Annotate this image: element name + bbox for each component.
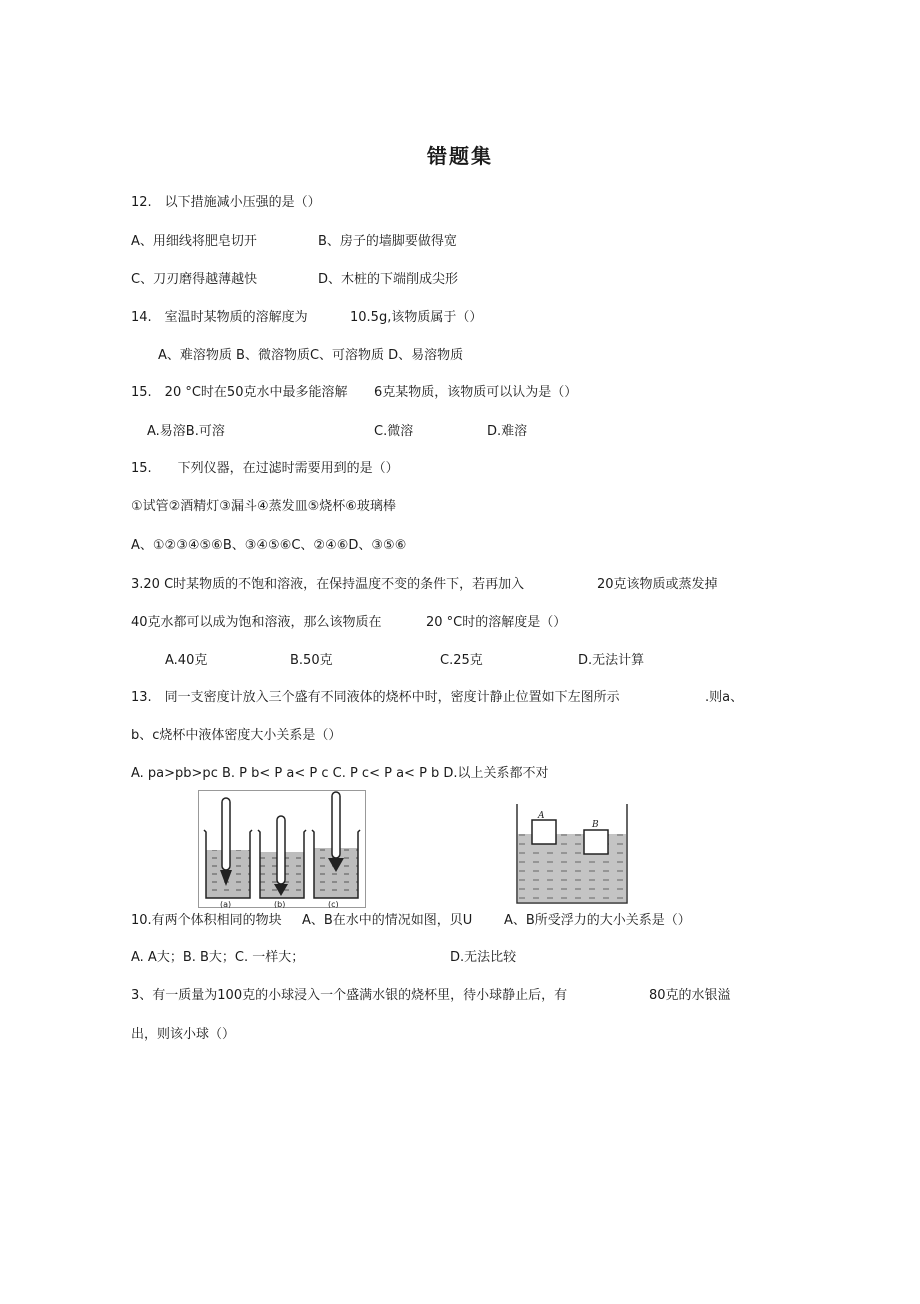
question-15b: 15. 下列仪器，在过滤时需要用到的是（）	[131, 461, 399, 476]
q12-option-b: B、房子的墙脚要做得宽	[318, 234, 457, 249]
q14-options: A、难溶物质 B、微溶物质C、可溶物质 D、易溶物质	[158, 348, 464, 363]
q12-option-c: C、刀刃磨得越薄越快	[131, 272, 258, 287]
question-15-part1: 15. 20 °C时在50克水中最多能溶解	[131, 385, 348, 400]
question-10-part2: A、B在水中的情况如图，贝U	[302, 913, 473, 928]
question-3b-part1: 3、有一质量为100克的小球浸入一个盛满水银的烧杯里，待小球静止后，有	[131, 988, 568, 1003]
question-3-part1: 3.20 C时某物质的不饱和溶液，在保持温度不变的条件下，若再加入	[131, 577, 525, 592]
question-13-part3: b、c烧杯中液体密度大小关系是（）	[131, 728, 342, 743]
question-13-part2: .则a、	[705, 690, 744, 705]
q15-options-ab: A.易溶B.可溶	[147, 424, 225, 439]
question-3-part2: 20克该物质或蒸发掉	[597, 577, 718, 592]
block-a-label: A	[538, 811, 545, 821]
question-3-part4: 20 °C时的溶解度是（）	[426, 615, 567, 630]
q3-option-b: B.50克	[290, 653, 333, 668]
floating-blocks-figure	[516, 804, 628, 904]
q15b-instrument-list: ①试管②酒精灯③漏斗④蒸发皿⑤烧杯⑥玻璃棒	[131, 499, 396, 514]
block-a	[532, 811, 556, 844]
question-10-part1: 10.有两个体积相同的物块	[131, 913, 282, 928]
label-b: (b)	[274, 900, 286, 908]
q15-option-c: C.微溶	[374, 424, 414, 439]
q15b-options: A、①②③④⑤⑥B、③④⑤⑥C、②④⑥D、③⑤⑥	[131, 538, 407, 553]
question-13-part1: 13. 同一支密度计放入三个盛有不同液体的烧杯中时，密度计静止位置如下左图所示	[131, 690, 620, 705]
q3-option-a: A.40克	[165, 653, 208, 668]
question-14-part2: 10.5g,该物质属于（）	[350, 310, 483, 325]
block-b	[584, 820, 608, 854]
page-title: 错题集	[427, 144, 493, 168]
question-3b-part2: 80克的水银溢	[649, 988, 731, 1003]
q12-option-d: D、木桩的下端削成尖形	[318, 272, 459, 287]
q10-options-abc: A. A大；B. B大；C. 一样大；	[131, 950, 305, 965]
question-15-part2: 6克某物质，该物质可以认为是（）	[374, 385, 578, 400]
label-c: (c)	[328, 900, 339, 908]
question-10-part3: A、B所受浮力的大小关系是（）	[504, 913, 691, 928]
label-a: (a)	[220, 900, 232, 908]
question-3-part3: 40克水都可以成为饱和溶液，那么该物质在	[131, 615, 382, 630]
question-14-part1: 14. 室温时某物质的溶解度为	[131, 310, 308, 325]
q3-option-c: C.25克	[440, 653, 483, 668]
q13-options: A. pa>pb>pc B. P b< P a< P c C. P c< P a< P b D.以上关系都不对	[131, 766, 549, 781]
q10-option-d: D.无法比较	[450, 950, 517, 965]
q12-option-a: A、用细线将肥皂切开	[131, 234, 257, 249]
question-12: 12. 以下措施减小压强的是（）	[131, 195, 321, 210]
block-b-label: B	[592, 820, 599, 830]
question-3b-part3: 出，则该小球（）	[131, 1027, 236, 1042]
hydrometer-figure	[198, 790, 366, 908]
q15-option-d: D.难溶	[487, 424, 528, 439]
q3-option-d: D.无法计算	[578, 653, 645, 668]
